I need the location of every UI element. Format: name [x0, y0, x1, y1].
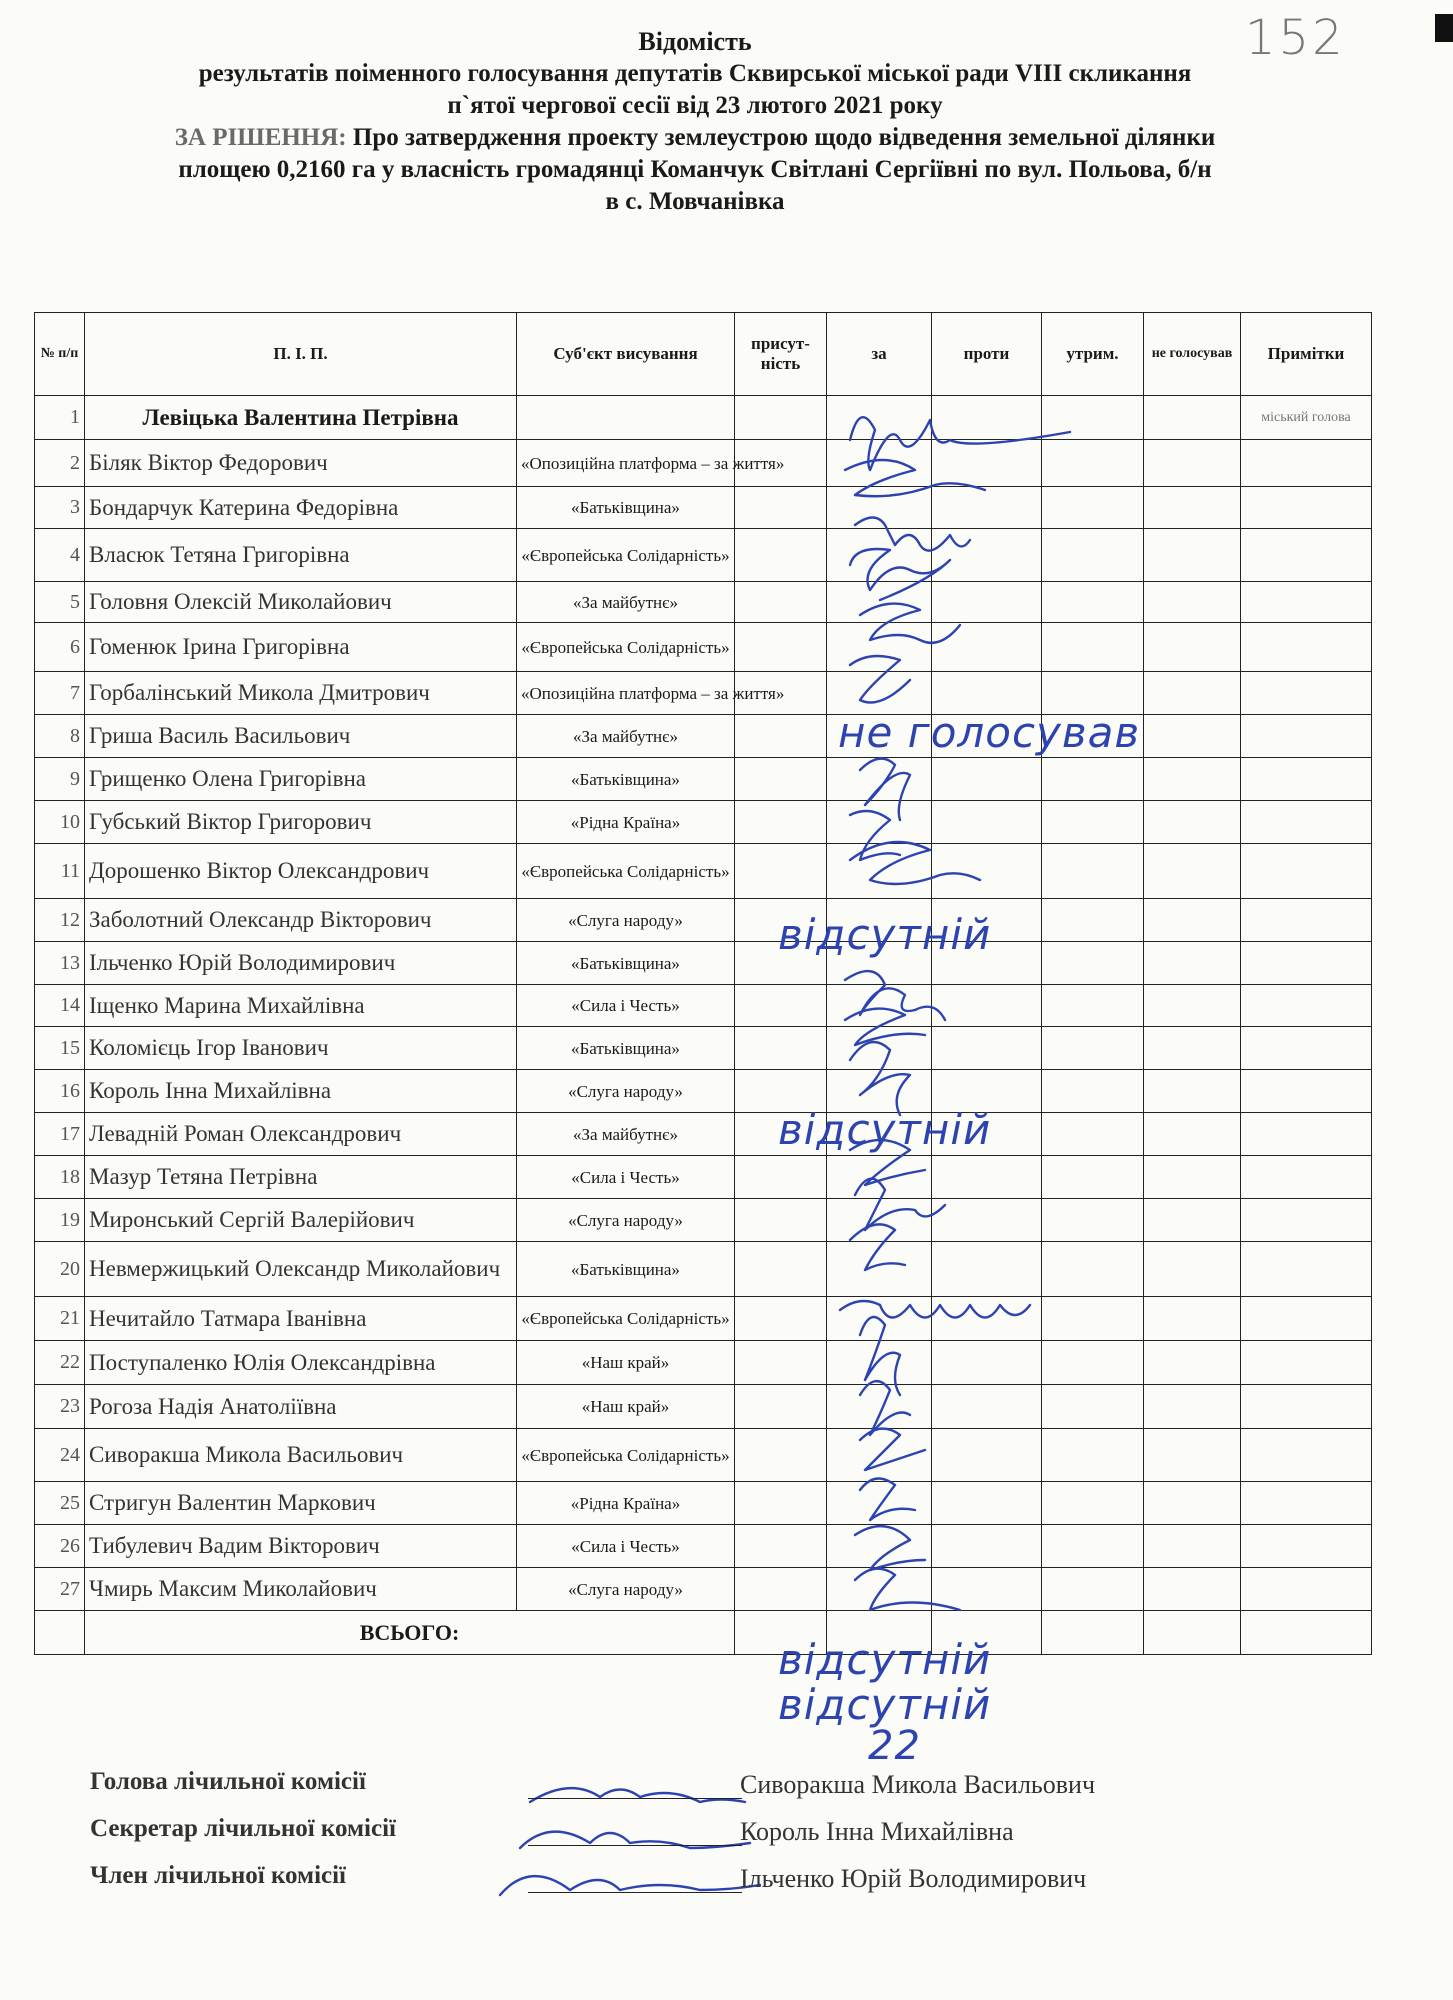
- row-name: Власюк Тетяна Григорівна: [85, 529, 517, 582]
- row-for: [827, 1199, 932, 1242]
- row-not-voted: [1144, 758, 1241, 801]
- row-note: [1241, 1297, 1372, 1341]
- row-note: [1241, 1341, 1372, 1385]
- signature-line: [528, 1845, 742, 1846]
- row-present: [735, 1385, 827, 1429]
- row-not-voted: [1144, 1568, 1241, 1611]
- row-for: [827, 844, 932, 899]
- row-not-voted: [1144, 672, 1241, 715]
- row-present: [735, 396, 827, 440]
- row-abstain: [1042, 623, 1144, 672]
- row-for: [827, 440, 932, 487]
- row-note: [1241, 715, 1372, 758]
- row-name: Гриша Василь Васильович: [85, 715, 517, 758]
- row-present: [735, 844, 827, 899]
- row-present: [735, 1568, 827, 1611]
- row-name: Чмирь Максим Миколайович: [85, 1568, 517, 1611]
- row-against: [932, 758, 1042, 801]
- row-number: 20: [35, 1242, 85, 1297]
- total-for-count: 22: [868, 1723, 921, 1769]
- footer-role-member: Член лічильної комісії: [90, 1862, 347, 1889]
- row-not-voted: [1144, 1297, 1241, 1341]
- row-note: [1241, 801, 1372, 844]
- total-abstain: [1042, 1611, 1144, 1655]
- row-party: «Батьківщина»: [517, 487, 735, 529]
- row-party: «Опозиційна платформа – за життя»: [517, 440, 735, 487]
- footer-person-secretary: Король Інна Михайлівна: [740, 1817, 1014, 1846]
- row-party: «Рідна Країна»: [517, 1482, 735, 1525]
- footer-role-chair: Голова лічильної комісії: [90, 1768, 366, 1795]
- row-number: 2: [35, 440, 85, 487]
- row-number: 4: [35, 529, 85, 582]
- document-title: Відомість: [638, 27, 752, 56]
- row-not-voted: [1144, 899, 1241, 942]
- row-present: [735, 985, 827, 1027]
- col-header-party: Суб'єкт висування: [517, 313, 735, 396]
- row-not-voted: [1144, 487, 1241, 529]
- row-party: «Європейська Солідарність»: [517, 623, 735, 672]
- row-note: [1241, 487, 1372, 529]
- table-row: [35, 1199, 1372, 1242]
- row-against: [932, 1341, 1042, 1385]
- row-party: «За майбутнє»: [517, 1113, 735, 1156]
- row-for: [827, 1482, 932, 1525]
- document-header: [30, 26, 1360, 218]
- row-for: [827, 1568, 932, 1611]
- row-note: [1241, 985, 1372, 1027]
- row-party: «Європейська Солідарність»: [517, 1297, 735, 1341]
- decision-text-1: Про затвердження проекту землеустрою щодо відведення земельної ділянки: [346, 124, 1216, 151]
- row-number: 18: [35, 1156, 85, 1199]
- row-name: Ільченко Юрій Володимирович: [85, 942, 517, 985]
- row-present: [735, 1525, 827, 1568]
- row-not-voted: [1144, 1070, 1241, 1113]
- row-party: «Наш край»: [517, 1341, 735, 1385]
- row-party: «За майбутнє»: [517, 582, 735, 623]
- row-abstain: [1042, 487, 1144, 529]
- row-abstain: [1042, 985, 1144, 1027]
- table-header-row: [35, 313, 1372, 396]
- row-number: 21: [35, 1297, 85, 1341]
- row-against: [932, 396, 1042, 440]
- row-abstain: [1042, 1199, 1144, 1242]
- scan-edge-mark: [1435, 14, 1453, 42]
- row-note: [1241, 1568, 1372, 1611]
- row-number: 13: [35, 942, 85, 985]
- row-name: Гоменюк Ірина Григорівна: [85, 623, 517, 672]
- row-not-voted: [1144, 529, 1241, 582]
- row-note: [1241, 1429, 1372, 1482]
- row-against: [932, 1525, 1042, 1568]
- header-line-1: результатів поіменного голосування депутатів Сквирської міської ради VIII скликання: [198, 60, 1192, 87]
- table-row: [35, 1525, 1372, 1568]
- table-row: [35, 396, 1372, 440]
- col-header-name: П. І. П.: [85, 313, 517, 396]
- row-against: [932, 801, 1042, 844]
- row-not-voted: [1144, 942, 1241, 985]
- row-against: [932, 1385, 1042, 1429]
- row-note: [1241, 1525, 1372, 1568]
- row-not-voted: [1144, 396, 1241, 440]
- row-present: [735, 1482, 827, 1525]
- row-abstain: [1042, 758, 1144, 801]
- header-line-2: п`ятої чергової сесії від 23 лютого 2021 року: [447, 92, 943, 119]
- row-number: 23: [35, 1385, 85, 1429]
- row-note: [1241, 1070, 1372, 1113]
- table-row: [35, 844, 1372, 899]
- row-not-voted: [1144, 623, 1241, 672]
- row-note: [1241, 1156, 1372, 1199]
- row-present: [735, 582, 827, 623]
- row-abstain: [1042, 801, 1144, 844]
- row-note: [1241, 529, 1372, 582]
- row-present: [735, 1297, 827, 1341]
- row-abstain: [1042, 1341, 1144, 1385]
- col-header-against: проти: [932, 313, 1042, 396]
- row-number: 6: [35, 623, 85, 672]
- row-party: «Європейська Солідарність»: [517, 1429, 735, 1482]
- row-name: Іщенко Марина Михайлівна: [85, 985, 517, 1027]
- row-present: [735, 1341, 827, 1385]
- row-party: «Слуга народу»: [517, 899, 735, 942]
- row-party: «Рідна Країна»: [517, 801, 735, 844]
- row-not-voted: [1144, 582, 1241, 623]
- row-note: [1241, 942, 1372, 985]
- row-number: 5: [35, 582, 85, 623]
- row-abstain: [1042, 396, 1144, 440]
- row-number: 27: [35, 1568, 85, 1611]
- row-note: [1241, 1482, 1372, 1525]
- row-for: [827, 1027, 932, 1070]
- row-not-voted: [1144, 1113, 1241, 1156]
- row-against: [932, 1297, 1042, 1341]
- footer-row-secretary: [90, 1815, 1190, 1855]
- signature-line: [528, 1798, 742, 1799]
- row-abstain: [1042, 1525, 1144, 1568]
- row-party: «Сила і Честь»: [517, 1525, 735, 1568]
- table-row: [35, 529, 1372, 582]
- row-note: [1241, 672, 1372, 715]
- row-party: «Слуга народу»: [517, 1070, 735, 1113]
- row-not-voted: [1144, 1027, 1241, 1070]
- table-row: [35, 487, 1372, 529]
- row-party: «Батьківщина»: [517, 758, 735, 801]
- row-present: [735, 1199, 827, 1242]
- row-number: 9: [35, 758, 85, 801]
- row-against: [932, 1242, 1042, 1297]
- row-note: [1241, 1385, 1372, 1429]
- row-not-voted: [1144, 1385, 1241, 1429]
- row-name: Поступаленко Юлія Олександрівна: [85, 1341, 517, 1385]
- total-not-voted: [1144, 1611, 1241, 1655]
- row-for: [827, 1385, 932, 1429]
- row-present: [735, 1429, 827, 1482]
- row-party: «Слуга народу»: [517, 1199, 735, 1242]
- row-against: [932, 1568, 1042, 1611]
- row-party: «Європейська Солідарність»: [517, 529, 735, 582]
- row-against: [932, 1482, 1042, 1525]
- row-against: [932, 623, 1042, 672]
- col-header-abstain: утрим.: [1042, 313, 1144, 396]
- row-number: 8: [35, 715, 85, 758]
- col-header-num: № п/п: [35, 313, 85, 396]
- row-abstain: [1042, 1482, 1144, 1525]
- col-header-for: за: [827, 313, 932, 396]
- row-against: [932, 844, 1042, 899]
- table-row: [35, 1482, 1372, 1525]
- row-against: [932, 1199, 1042, 1242]
- table-row: [35, 1070, 1372, 1113]
- col-header-notes: Примітки: [1241, 313, 1372, 396]
- row-for: [827, 487, 932, 529]
- row-name: Грищенко Олена Григорівна: [85, 758, 517, 801]
- row-for: [827, 529, 932, 582]
- row-against: [932, 440, 1042, 487]
- row-party: «Батьківщина»: [517, 942, 735, 985]
- row-for: [827, 801, 932, 844]
- note-absent-row-11: відсутній: [778, 910, 992, 959]
- row-abstain: [1042, 942, 1144, 985]
- row-not-voted: [1144, 985, 1241, 1027]
- row-present: [735, 487, 827, 529]
- row-number: 19: [35, 1199, 85, 1242]
- row-present: [735, 529, 827, 582]
- row-note: міський голова: [1241, 396, 1372, 440]
- row-for: [827, 1156, 932, 1199]
- row-note: [1241, 623, 1372, 672]
- footer-person-chair: Сиворакша Микола Васильович: [740, 1770, 1096, 1799]
- row-name: Нечитайло Татмара Іванівна: [85, 1297, 517, 1341]
- row-abstain: [1042, 1385, 1144, 1429]
- page-number: 152: [1245, 10, 1346, 66]
- table-row: [35, 1156, 1372, 1199]
- row-note: [1241, 1113, 1372, 1156]
- row-abstain: [1042, 1027, 1144, 1070]
- row-number: 17: [35, 1113, 85, 1156]
- table-row: [35, 1341, 1372, 1385]
- row-note: [1241, 582, 1372, 623]
- row-against: [932, 582, 1042, 623]
- footer-person-member: Ільченко Юрій Володимирович: [740, 1864, 1087, 1893]
- row-number: 25: [35, 1482, 85, 1525]
- note-absent-row-26: відсутній: [778, 1635, 992, 1684]
- total-row: [35, 1611, 1372, 1655]
- row-note: [1241, 844, 1372, 899]
- table-row: [35, 942, 1372, 985]
- row-name: Горбалінський Микола Дмитрович: [85, 672, 517, 715]
- row-party: «Наш край»: [517, 1385, 735, 1429]
- row-note: [1241, 899, 1372, 942]
- row-name: Сиворакша Микола Васильович: [85, 1429, 517, 1482]
- row-name: Мазур Тетяна Петрівна: [85, 1156, 517, 1199]
- row-note: [1241, 1199, 1372, 1242]
- row-abstain: [1042, 899, 1144, 942]
- voting-table: [34, 312, 1372, 1655]
- row-present: [735, 715, 827, 758]
- row-not-voted: [1144, 1199, 1241, 1242]
- table-row: [35, 1429, 1372, 1482]
- row-name: Стригун Валентин Маркович: [85, 1482, 517, 1525]
- table-row: [35, 715, 1372, 758]
- row-abstain: [1042, 1113, 1144, 1156]
- table-row: [35, 623, 1372, 672]
- row-number: 7: [35, 672, 85, 715]
- row-name: Губський Віктор Григорович: [85, 801, 517, 844]
- row-not-voted: [1144, 1429, 1241, 1482]
- total-num-cell: [35, 1611, 85, 1655]
- row-name: Заболотний Олександр Вікторович: [85, 899, 517, 942]
- row-for: [827, 623, 932, 672]
- row-number: 16: [35, 1070, 85, 1113]
- decision-line-1: [30, 122, 1360, 154]
- note-absent-row-27: відсутній: [778, 1680, 992, 1729]
- row-not-voted: [1144, 1341, 1241, 1385]
- row-number: 22: [35, 1341, 85, 1385]
- col-header-present: присут-ність: [735, 313, 827, 396]
- decision-line-2: площею 0,2160 га у власність громадянці Команчук Світлані Сергіївні по вул. Польова, б/н: [178, 156, 1212, 183]
- row-abstain: [1042, 529, 1144, 582]
- row-party: «Європейська Солідарність»: [517, 844, 735, 899]
- row-name: Миронський Сергій Валерійович: [85, 1199, 517, 1242]
- row-party: «Сила і Честь»: [517, 1156, 735, 1199]
- table-row: [35, 1113, 1372, 1156]
- row-for: [827, 1297, 932, 1341]
- row-number: 3: [35, 487, 85, 529]
- row-present: [735, 1156, 827, 1199]
- row-note: [1241, 758, 1372, 801]
- row-for: [827, 396, 932, 440]
- row-number: 10: [35, 801, 85, 844]
- table-row: [35, 672, 1372, 715]
- row-abstain: [1042, 844, 1144, 899]
- row-name: Левіцька Валентина Петрівна: [85, 396, 517, 440]
- row-name: Король Інна Михайлівна: [85, 1070, 517, 1113]
- table-row: [35, 899, 1372, 942]
- row-number: 11: [35, 844, 85, 899]
- row-against: [932, 1027, 1042, 1070]
- table-row: [35, 582, 1372, 623]
- table-row: [35, 440, 1372, 487]
- row-against: [932, 1156, 1042, 1199]
- row-for: [827, 1429, 932, 1482]
- row-name: Коломієць Ігор Іванович: [85, 1027, 517, 1070]
- table-row: [35, 1242, 1372, 1297]
- row-abstain: [1042, 1568, 1144, 1611]
- row-for: [827, 1341, 932, 1385]
- row-abstain: [1042, 440, 1144, 487]
- row-abstain: [1042, 1070, 1144, 1113]
- footer-role-secretary: Секретар лічильної комісії: [90, 1815, 396, 1842]
- row-number: 15: [35, 1027, 85, 1070]
- footer-row-chair: [90, 1768, 1190, 1808]
- decision-label: ЗА РІШЕННЯ:: [174, 124, 347, 151]
- table-row: [35, 801, 1372, 844]
- row-name: Тибулевич Вадим Вікторович: [85, 1525, 517, 1568]
- row-number: 26: [35, 1525, 85, 1568]
- table-row: [35, 1297, 1372, 1341]
- row-present: [735, 623, 827, 672]
- row-not-voted: [1144, 1525, 1241, 1568]
- row-for: [827, 1525, 932, 1568]
- row-abstain: [1042, 1242, 1144, 1297]
- signature-line: [528, 1892, 742, 1893]
- decision-line-3: в с. Мовчанівка: [605, 188, 785, 215]
- row-name: Невмержицький Олександр Миколайович: [85, 1242, 517, 1297]
- table-row: [35, 985, 1372, 1027]
- total-label: ВСЬОГО:: [85, 1611, 735, 1655]
- row-number: 12: [35, 899, 85, 942]
- table-row: [35, 1568, 1372, 1611]
- row-name: Рогоза Надія Анатоліївна: [85, 1385, 517, 1429]
- row-note: [1241, 440, 1372, 487]
- note-absent-row-15: відсутній: [778, 1105, 992, 1154]
- row-for: [827, 985, 932, 1027]
- row-party: [517, 396, 735, 440]
- row-for: [827, 758, 932, 801]
- row-not-voted: [1144, 1242, 1241, 1297]
- row-note: [1241, 1027, 1372, 1070]
- row-present: [735, 1027, 827, 1070]
- row-party: «Батьківщина»: [517, 1027, 735, 1070]
- row-party: «Сила і Честь»: [517, 985, 735, 1027]
- row-party: «Опозиційна платформа – за життя»: [517, 672, 735, 715]
- table-row: [35, 1027, 1372, 1070]
- table-row: [35, 1385, 1372, 1429]
- note-not-voted-row-7: не голосував: [838, 708, 1141, 757]
- row-not-voted: [1144, 440, 1241, 487]
- row-abstain: [1042, 1429, 1144, 1482]
- row-present: [735, 758, 827, 801]
- row-not-voted: [1144, 715, 1241, 758]
- row-name: Левадній Роман Олександрович: [85, 1113, 517, 1156]
- row-not-voted: [1144, 844, 1241, 899]
- row-number: 24: [35, 1429, 85, 1482]
- row-name: Головня Олексій Миколайович: [85, 582, 517, 623]
- col-header-not-voted: не голосував: [1144, 313, 1241, 396]
- row-not-voted: [1144, 1482, 1241, 1525]
- row-against: [932, 487, 1042, 529]
- row-abstain: [1042, 1156, 1144, 1199]
- table-row: [35, 758, 1372, 801]
- row-name: Біляк Віктор Федорович: [85, 440, 517, 487]
- footer-row-member: [90, 1862, 1190, 1902]
- row-abstain: [1042, 582, 1144, 623]
- row-name: Бондарчук Катерина Федорівна: [85, 487, 517, 529]
- row-present: [735, 1242, 827, 1297]
- row-against: [932, 529, 1042, 582]
- row-not-voted: [1144, 1156, 1241, 1199]
- row-party: «Батьківщина»: [517, 1242, 735, 1297]
- row-note: [1241, 1242, 1372, 1297]
- row-against: [932, 1429, 1042, 1482]
- row-for: [827, 582, 932, 623]
- row-number: 14: [35, 985, 85, 1027]
- row-party: «За майбутнє»: [517, 715, 735, 758]
- row-number: 1: [35, 396, 85, 440]
- row-name: Дорошенко Віктор Олександрович: [85, 844, 517, 899]
- row-party: «Слуга народу»: [517, 1568, 735, 1611]
- row-not-voted: [1144, 801, 1241, 844]
- total-notes: [1241, 1611, 1372, 1655]
- row-present: [735, 801, 827, 844]
- row-abstain: [1042, 1297, 1144, 1341]
- row-against: [932, 985, 1042, 1027]
- row-for: [827, 1242, 932, 1297]
